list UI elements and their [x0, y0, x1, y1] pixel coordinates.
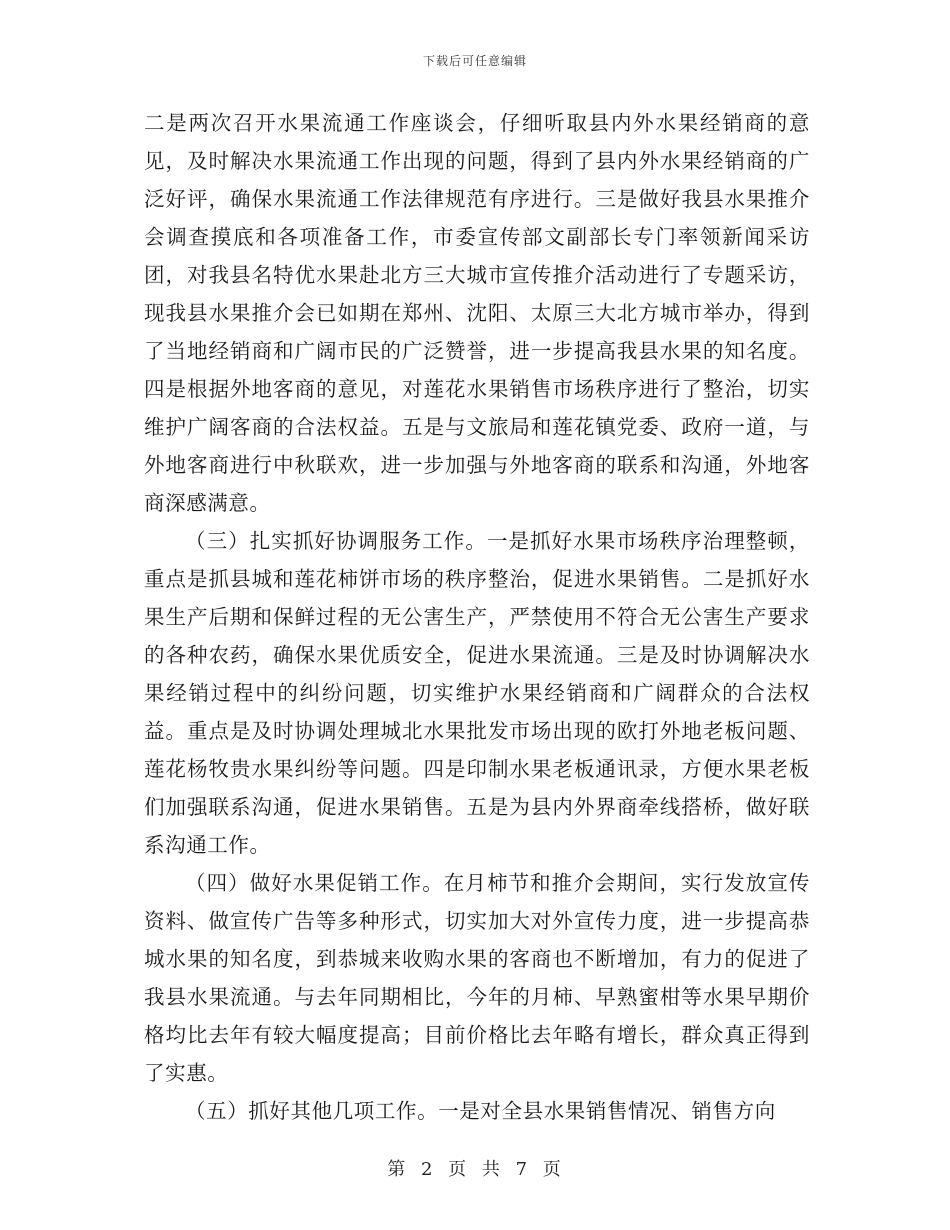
paragraph-section-3: （三）扎实抓好协调服务工作。一是抓好水果市场秩序治理整顿，重点是抓县城和莲花柿饼市场的秩序整治，促进水果销售。二是抓好水果生产后期和保鲜过程的无公害生产，严禁使用不符合无公害生产要求的各种农药，确保水果优质安全，促进水果流通。三是及时协调解决水果经销过程中的纠纷问题，切实维护水果经销商和广阔群众的合法权益。重点是及时协调处理城北水果批发市场出现的欧打外地老板问题、莲花杨牧贵水果纠纷等问题。四是印制水果老板通讯录，方便水果老板们加强联系沟通，促进水果销售。五是为县内外界商牵线搭桥，做好联系沟通工作。 [144, 529, 810, 857]
document-body [144, 104, 810, 1130]
paragraph-section-4: （四）做好水果促销工作。在月柿节和推介会期间，实行发放宣传资料、做宣传广告等多种形式，切实加大对外宣传力度，进一步提高恭城水果的知名度，到恭城来收购水果的客商也不断增加，有力的促进了我县水果流通。与去年同期相比，今年的月柿、早熟蜜柑等水果早期价格均比去年有较大幅度提高；目前价格比去年略有增长，群众真正得到了实惠。 [144, 871, 810, 1085]
page-header: 下载后可任意编辑 [422, 54, 527, 68]
paragraph-section-5: （五）抓好其他几项工作。一是对全县水果销售情况、销售方向 [185, 1099, 776, 1123]
paragraph-continuation: 二是两次召开水果流通工作座谈会，仔细听取县内外水果经销商的意见，及时解决水果流通工作出现的问题，得到了县内外水果经销商的广泛好评，确保水果流通工作法律规范有序进行。三是做好我县水果推介会调查摸底和各项准备工作，市委宣传部文副部长专门率领新闻采访团，对我县名特优水果赴北方三大城市宣传推介活动进行了专题采访，现我县水果推介会已如期在郑州、沈阳、太原三大北方城市举办，得到了当地经销商和广阔市民的广泛赞誉，进一步提高我县水果的知名度。四是根据外地客商的意见，对莲花水果销售市场秩序进行了整治，切实维护广阔客商的合法权益。五是与文旅局和莲花镇党委、政府一道，与外地客商进行中秋联欢，进一步加强与外地客商的联系和沟通，外地客商深感满意。 [144, 111, 810, 515]
page-number-footer: 第 2 页 共 7 页 [387, 1159, 563, 1180]
